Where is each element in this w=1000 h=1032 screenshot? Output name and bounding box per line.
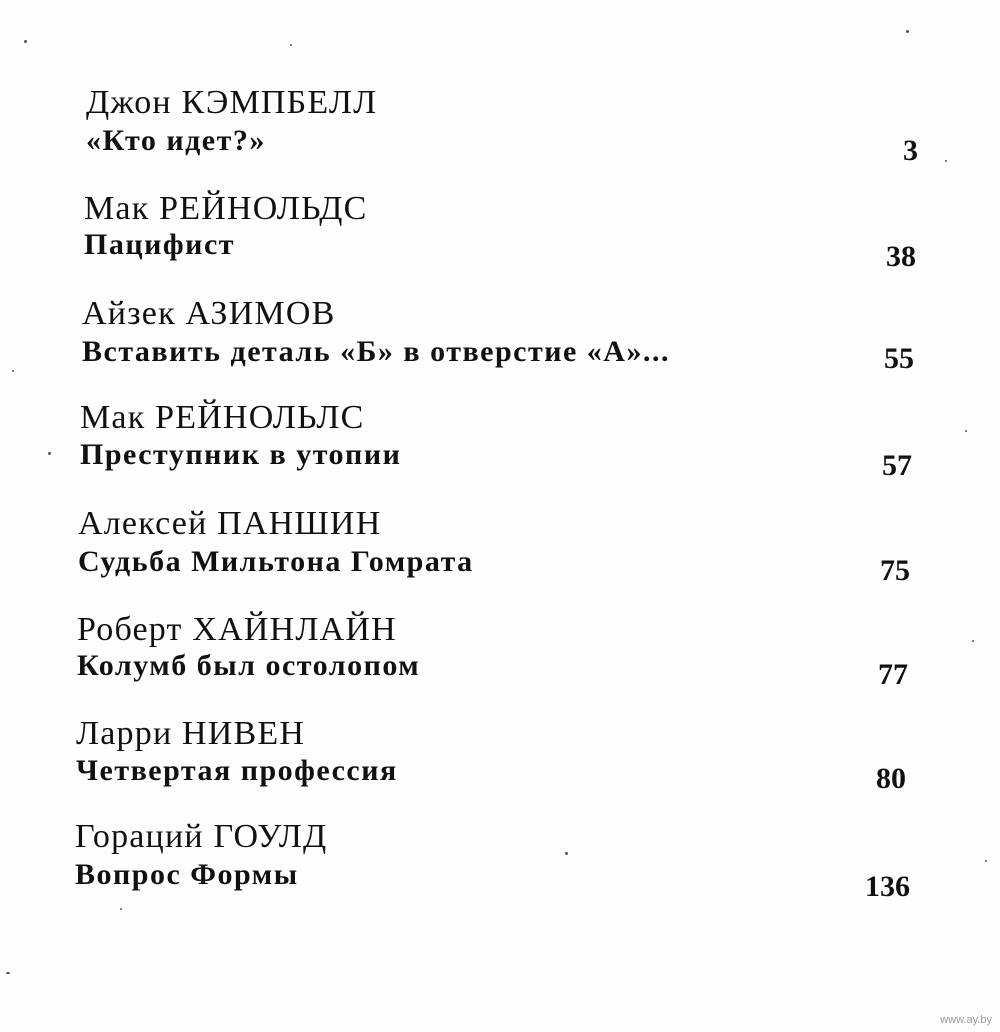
toc-author: Мак РЕЙНОЛЬДС	[84, 190, 368, 227]
scan-speck	[906, 30, 909, 33]
toc-author: Гораций ГОУЛД	[75, 818, 328, 855]
toc-page-number: 136	[865, 870, 910, 903]
toc-page-number: 38	[886, 240, 916, 273]
toc-author: Джон КЭМПБЕЛЛ	[86, 84, 378, 121]
scan-speck	[12, 370, 14, 372]
toc-page-number: 3	[903, 134, 918, 167]
scan-speck	[48, 452, 51, 455]
toc-title: Преступник в утопии	[80, 438, 402, 471]
toc-page-number: 57	[882, 449, 912, 482]
watermark-text: www.ay.by	[940, 1014, 992, 1026]
toc-page-number: 77	[878, 658, 908, 691]
toc-author: Ларри НИВЕН	[76, 715, 306, 752]
toc-title: Пацифист	[84, 228, 235, 261]
scan-speck	[965, 430, 967, 432]
toc-title: Колумб был остолопом	[77, 649, 421, 682]
toc-page-number: 75	[880, 554, 910, 587]
toc-title: Вопрос Формы	[75, 858, 299, 891]
toc-title: «Кто идет?»	[86, 124, 266, 157]
scan-speck	[24, 40, 27, 43]
scan-speck	[972, 640, 974, 642]
toc-title: Четвертая профессия	[76, 754, 398, 787]
scan-speck	[945, 160, 947, 162]
toc-author: Мак РЕЙНОЛЬЛС	[80, 399, 365, 436]
toc-title: Вставить деталь «Б» в отверстие «А»...	[82, 335, 670, 368]
toc-author: Роберт ХАЙНЛАЙН	[77, 611, 397, 648]
scan-speck	[565, 852, 568, 855]
toc-page-number: 55	[884, 342, 914, 375]
toc-author: Алексей ПАНШИН	[78, 505, 382, 542]
scan-speck	[290, 44, 292, 46]
scan-speck	[6, 972, 10, 974]
toc-title: Судьба Мильтона Гомрата	[78, 545, 474, 578]
toc-author: Айзек АЗИМОВ	[82, 295, 336, 332]
toc-page-number: 80	[876, 762, 906, 795]
scan-speck	[985, 860, 987, 862]
scan-speck	[120, 908, 122, 910]
